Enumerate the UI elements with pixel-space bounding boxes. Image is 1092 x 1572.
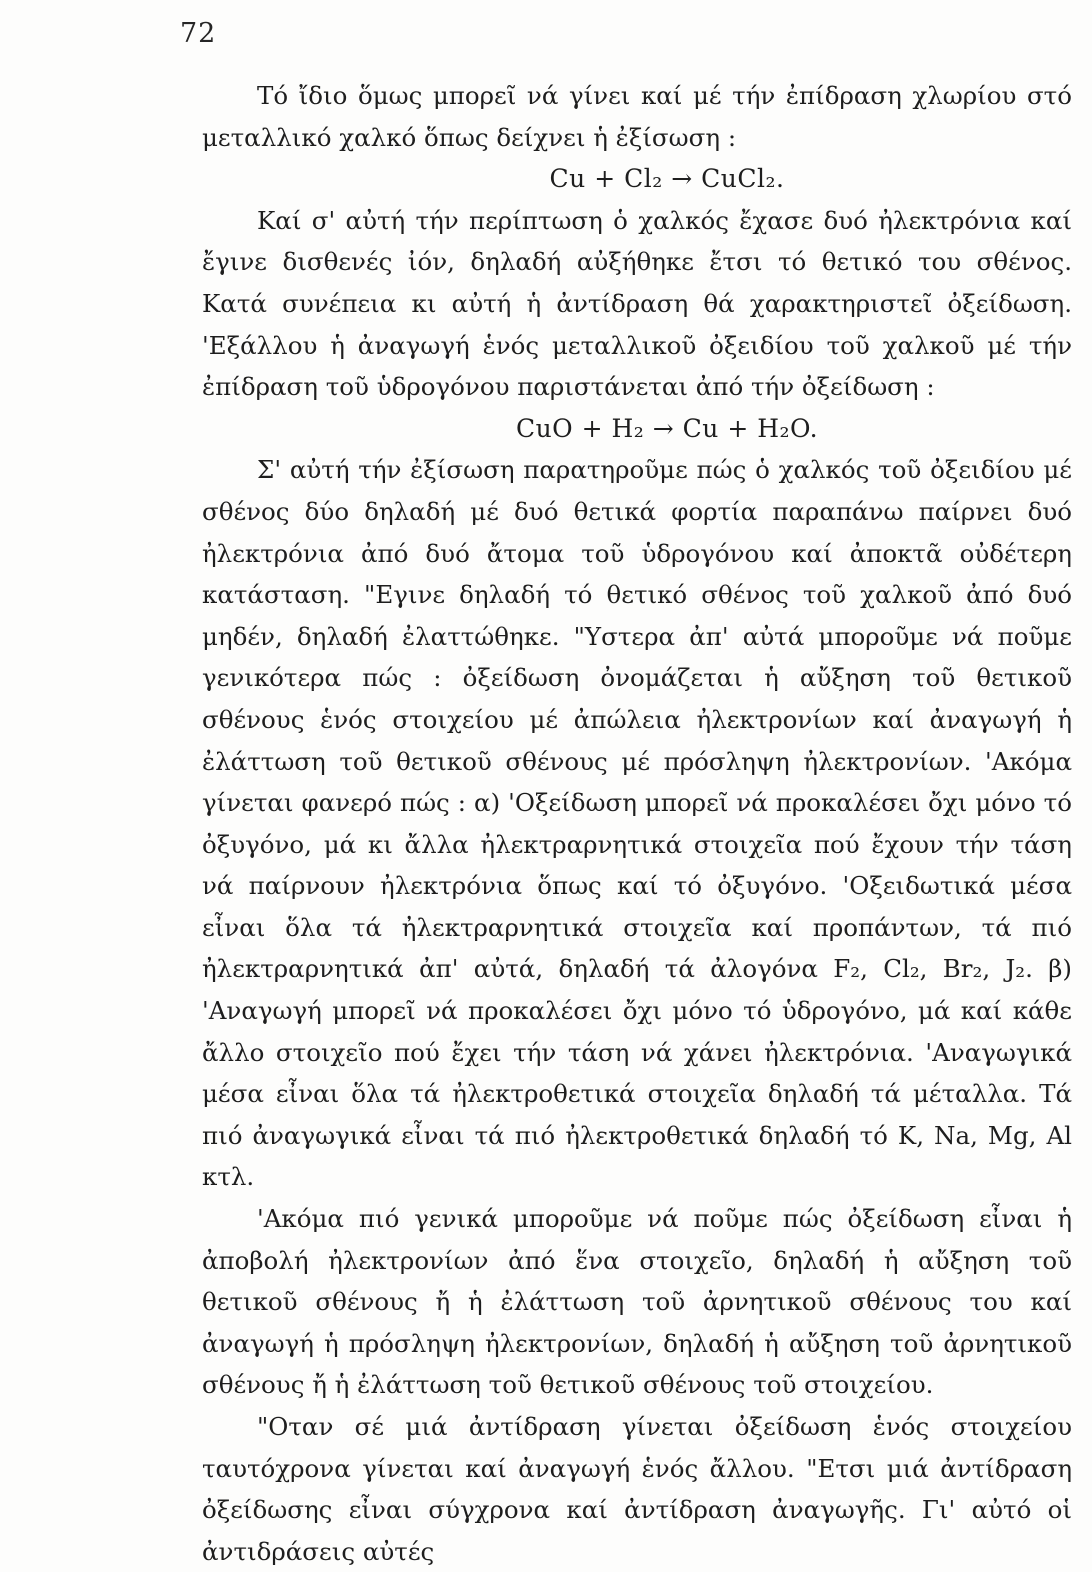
- page-number: 72: [180, 18, 217, 49]
- equation-copper-oxide-hydrogen: CuO + H₂ → Cu + H₂O.: [515, 413, 819, 443]
- body-text: [202, 75, 1072, 1572]
- equation-copper-chlorine: Cu + Cl₂ → CuCl₂.: [549, 164, 785, 194]
- paragraph-copper-oxidation: Καί σ' αὐτή τήν περίπτωση ὁ χαλκός ἔχασε δυό ἠλεκτρόνια καί ἔγινε δισθενές ἰόν, δηλαδή αὐξήθηκε ἔτσι τό θετικό του σθένος. Κατά συνέπεια κι αὐτή ἡ ἀντίδραση θά χαρακτηριστεῖ ὀξείδωση. 'Εξάλλου ἡ ἀναγωγή ἑνός μεταλλικοῦ ὀξειδίου τοῦ χαλκοῦ μέ τήν ἐπίδραση τοῦ ὑδρογόνου παριστάνεται ἀπό τήν ὀξείδωση :: [202, 205, 1072, 402]
- paragraph-chlorine-intro: Τό ἴδιο ὅμως μπορεῖ νά γίνει καί μέ τήν ἐπίδραση χλωρίου στό μεταλλικό χαλκό ὅπως δείχνει ἡ ἐξίσωση :: [202, 81, 1072, 152]
- paragraph-general-definition: 'Ακόμα πιό γενικά μποροῦμε νά ποῦμε πώς ὀξείδωση εἶναι ἡ ἀποβολή ἠλεκτρονίων ἀπό ἕνα στοιχεῖο, δηλαδή ἡ αὔξηση τοῦ θετικοῦ σθένους ἤ ἡ ἐλάττωση τοῦ ἀρνητικοῦ σθένους του καί ἀναγωγή ἡ πρόσληψη ἠλεκτρονίων, δηλαδή ἡ αὔξηση τοῦ ἀρνητικοῦ σθένους ἤ ἡ ἐλάττωση τοῦ θετικοῦ σθένους τοῦ στοιχείου.: [202, 1204, 1072, 1400]
- paragraph-reduction-explanation: Σ' αὐτή τήν ἐξίσωση παρατηροῦμε πώς ὁ χαλκός τοῦ ὀξειδίου μέ σθένος δύο δηλαδή μέ δυό θετικά φορτία παραπάνω παίρνει δυό ἠλεκτρόνια ἀπό δυό ἄτομα τοῦ ὑδρογόνου καί ἀποκτᾶ οὐδέτερη κατάσταση. "Εγινε δηλαδή τό θετικό σθένος τοῦ χαλκοῦ ἀπό δυό μηδέν, δηλαδή ἐλαττώθηκε. "Υστερα ἀπ' αὐτά μποροῦμε νά ποῦμε γενικότερα πώς : ὀξείδωση ὀνομάζεται ἡ αὔξηση τοῦ θετικοῦ σθένους ἑνός στοιχείου μέ ἀπώλεια ἠλεκτρονίων καί ἀναγωγή ἡ ἐλάττωση τοῦ θετικοῦ σθένους μέ πρόσληψη ἠλεκτρονίων. 'Ακόμα γίνεται φανερό πώς : α) 'Οξείδωση μπορεῖ νά προκαλέσει ὄχι μόνο τό ὀξυγόνο, μά κι ἄλλα ἠλεκτραρνητικά στοιχεῖα πού ἔχουν τήν τάση νά παίρνουν ἠλεκτρόνια ὅπως καί τό ὀξυγόνο. 'Οξειδωτικά μέσα εἶναι ὅλα τά ἠλεκτραρνητικά στοιχεῖα καί προπάντων, τά πιό ἠλεκτραρνητικά ἀπ' αὐτά, δηλαδή τά ἀλογόνα F₂, Cl₂, Br₂, J₂. β) 'Αναγωγή μπορεῖ νά προκαλέσει ὄχι μόνο τό ὑδρογόνο, μά καί κάθε ἄλλο στοιχεῖο πού ἔχει τήν τάση νά χάνει ἠλεκτρόνια. 'Αναγωγικά μέσα εἶναι ὅλα τά ἠλεκτροθετικά στοιχεῖα δηλαδή τά μέταλλα. Τά πιό ἀναγωγικά εἶναι τά πιό ἠλεκτροθετικά δηλαδή τό K, Na, Mg, Al κτλ.: [202, 455, 1072, 1192]
- paragraph-redox-simultaneous: "Οταν σέ μιά ἀντίδραση γίνεται ὀξείδωση ἑνός στοιχείου ταυτόχρονα γίνεται καί ἀναγωγή ἑνός ἄλλου. "Ετσι μιά ἀντίδραση ὀξείδωσης εἶναι σύγχρονα καί ἀντίδραση ἀναγωγῆς. Γι' αὐτό οἱ ἀντιδράσεις αὐτές: [202, 1412, 1072, 1566]
